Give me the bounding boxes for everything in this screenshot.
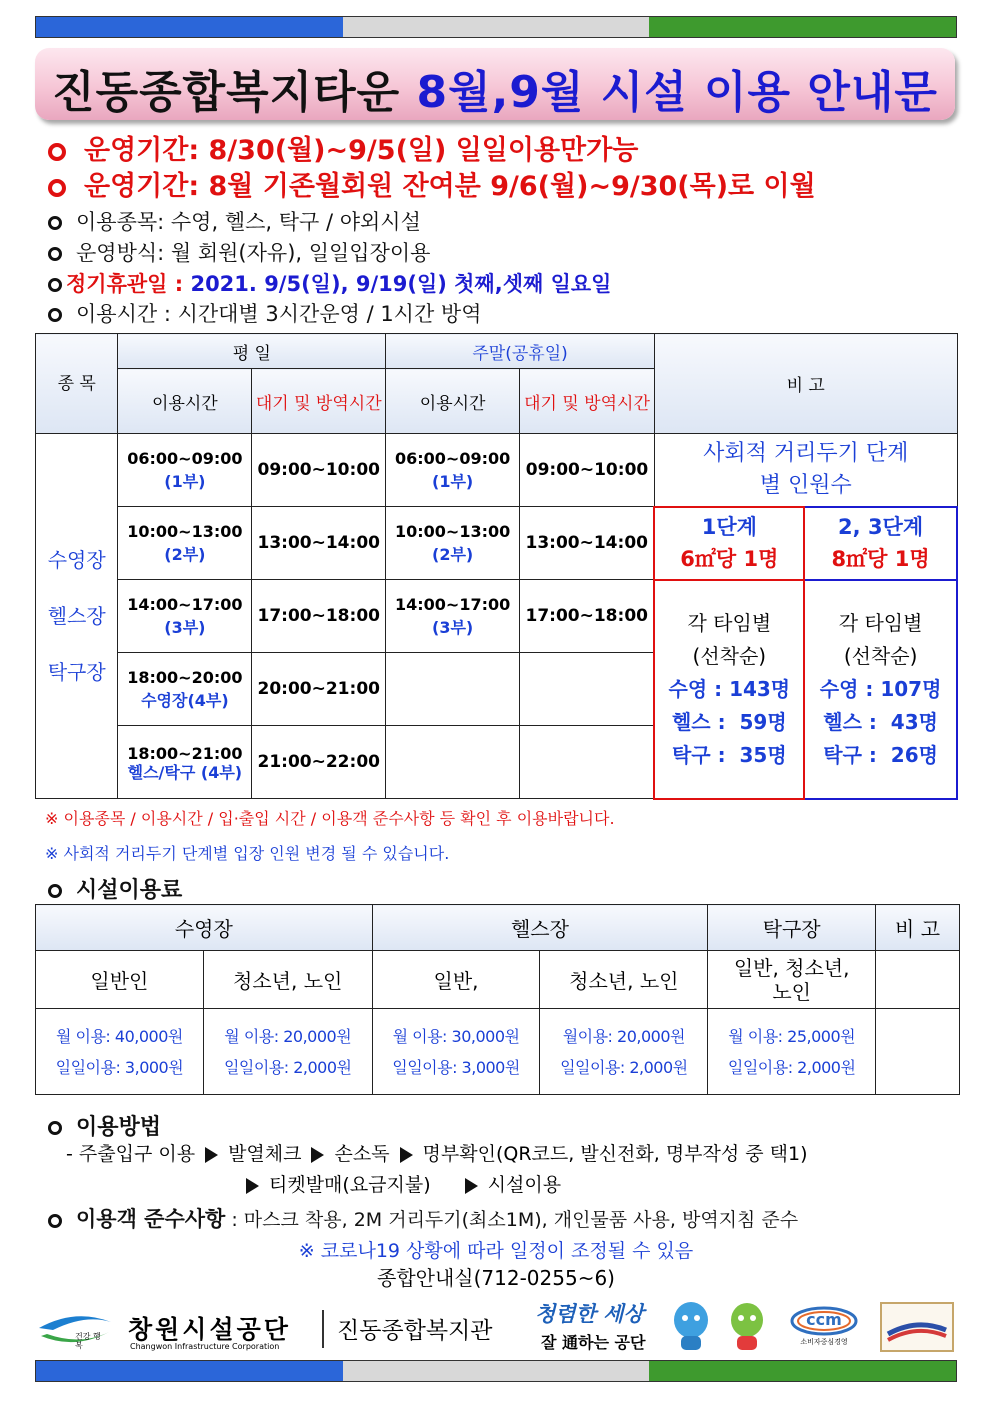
schedule-table <box>35 333 958 800</box>
fees-header-gym: 헬스장 <box>372 905 708 951</box>
table-cell: 17:00~18:00 <box>520 580 655 653</box>
arrow-right-icon <box>205 1147 218 1163</box>
table-cell: 13:00~14:00 <box>520 507 655 580</box>
arrow-right-icon <box>465 1178 478 1194</box>
table-cell <box>386 726 520 799</box>
fee-price: 월이용: 20,000원 일일이용: 2,000원 <box>540 1009 708 1095</box>
header-weekend: 주말(공휴일) <box>386 334 655 369</box>
fees-section-title: 시설이용료 <box>48 873 182 904</box>
covid-notice: ※ 코로나19 상황에 따라 일정이 조정될 수 있음 <box>298 1240 694 1262</box>
fee-price: 월 이용: 40,000원 일일이용: 3,000원 <box>36 1009 204 1095</box>
org-name-en: Changwon Infrastructure Corporation <box>130 1342 280 1351</box>
header-weekend-wait: 대기 및 방역시간 <box>520 369 655 434</box>
header-weekday-wait: 대기 및 방역시간 <box>252 369 386 434</box>
table-cell: 17:00~18:00 <box>252 580 386 653</box>
table-cell <box>520 726 655 799</box>
howto-steps-line2: 티켓발매(요금지불) 시설이용 <box>236 1170 561 1197</box>
table-cell: 20:00~21:00 <box>252 653 386 726</box>
level23-capacity: 각 타임별 (선착순) 수영 : 107명 헬스 : 43명 탁구 : 26명 <box>804 580 957 799</box>
slogan-top: 청렴한 세상 <box>535 1302 644 1326</box>
notice-period-1: 운영기간: 8/30(월)~9/5(일) 일일이용만가능 <box>48 128 638 167</box>
arrow-right-icon <box>246 1178 259 1194</box>
note-check: ※ 이용종목 / 이용시간 / 입·출입 시간 / 이용객 준수사항 등 확인 후 이용바랍니다. <box>45 809 615 828</box>
table-cell: 10:00~13:00 (2부) <box>386 507 520 580</box>
fees-tt-all: 일반, 청소년,노인 <box>708 951 876 1009</box>
howto-section-title: 이용방법 <box>48 1110 161 1141</box>
fees-gym-youth: 청소년, 노인 <box>540 951 708 1009</box>
header-item: 종 목 <box>36 334 118 434</box>
level1-capacity: 각 타임별 (선착순) 수영 : 143명 헬스 : 59명 탁구 : 35명 <box>654 580 804 799</box>
fees-note-empty <box>876 951 960 1009</box>
facility-list <box>36 434 118 799</box>
level1-header: 1단계 6㎡당 1명 <box>654 507 804 580</box>
title-banner <box>35 48 955 120</box>
facility-pool: 수영장 <box>47 548 106 572</box>
fee-price: 월 이용: 20,000원 일일이용: 2,000원 <box>203 1009 372 1095</box>
table-cell: 09:00~10:00 <box>252 434 386 507</box>
facility-tabletennis: 탁구장 <box>47 660 106 684</box>
header-weekday-usetime: 이용시간 <box>118 369 252 434</box>
notice-method: 운영방식: 월 회원(자유), 일일입장이용 <box>48 237 430 267</box>
ccm-logo: ccm 소비자중심경영 <box>790 1306 858 1350</box>
circle-bullet-icon <box>48 308 62 322</box>
title-facility-name: 진동종합복지타운 <box>52 67 401 118</box>
fees-table <box>35 904 960 1095</box>
howto-steps-line1: - 주출입구 이용 발열체크 손소독 명부확인(QR코드, 발신전화, 명부작성 중 택1) <box>66 1143 808 1165</box>
notice-closed-days: 정기휴관일 : 2021. 9/5(일), 9/19(일) 첫째,셋째 일요일 <box>48 268 611 298</box>
arrow-right-icon <box>400 1147 413 1163</box>
note-change: ※ 사회적 거리두기 단계별 입장 인원 변경 될 수 있습니다. <box>45 844 450 863</box>
center-name: 진동종합복지관 <box>337 1318 493 1344</box>
table-cell <box>520 653 655 726</box>
circle-bullet-icon <box>48 216 62 230</box>
bottom-color-stripe <box>35 1360 957 1382</box>
circle-bullet-icon <box>48 1121 62 1135</box>
contact-info: 종합안내실(712-0255~6) <box>377 1266 615 1290</box>
city-logo: 건강 행복 <box>35 1306 115 1354</box>
level23-header: 2, 3단계 8㎡당 1명 <box>804 507 957 580</box>
fees-pool-youth: 청소년, 노인 <box>203 951 372 1009</box>
arrow-right-icon <box>311 1147 324 1163</box>
divider <box>322 1310 324 1348</box>
table-cell: 18:00~20:00 수영장(4부) <box>118 653 252 726</box>
header-weekend-usetime: 이용시간 <box>386 369 520 434</box>
facility-gym: 헬스장 <box>47 604 106 628</box>
page-title <box>35 56 955 120</box>
fee-price: 월 이용: 25,000원 일일이용: 2,000원 <box>708 1009 876 1095</box>
fee-price: 월 이용: 30,000원 일일이용: 3,000원 <box>372 1009 540 1095</box>
table-cell <box>386 653 520 726</box>
fees-header-pool: 수영장 <box>36 905 373 951</box>
table-cell: 06:00~09:00 (1부) <box>386 434 520 507</box>
fees-note-empty <box>876 1009 960 1095</box>
fees-header-tt: 탁구장 <box>708 905 876 951</box>
table-cell: 06:00~09:00 (1부) <box>118 434 252 507</box>
header-note: 비 고 <box>654 334 957 434</box>
table-cell: 18:00~21:00 헬스/탁구 (4부) <box>118 726 252 799</box>
slogan-bottom: 잘 通하는 공단 <box>541 1333 646 1352</box>
fees-pool-general: 일반인 <box>36 951 204 1009</box>
table-cell: 09:00~10:00 <box>520 434 655 507</box>
table-cell: 21:00~22:00 <box>252 726 386 799</box>
title-notice-name: 8월,9월 시설 이용 안내문 <box>416 67 938 118</box>
table-cell: 14:00~17:00 (3부) <box>386 580 520 653</box>
circle-bullet-icon <box>48 247 62 261</box>
certification-badge <box>880 1302 954 1352</box>
mascot-blue-icon <box>668 1298 714 1354</box>
top-color-stripe <box>35 16 957 38</box>
notice-hours: 이용시간 : 시간대별 3시간운영 / 1시간 방역 <box>48 298 482 328</box>
circle-bullet-icon <box>48 1214 62 1228</box>
circle-bullet-icon <box>48 884 62 898</box>
notice-period-2: 운영기간: 8월 기존월회원 잔여분 9/6(월)~9/30(목)로 이월 <box>48 164 816 203</box>
distancing-title: 사회적 거리두기 단계별 인원수 <box>654 434 957 507</box>
notice-sports: 이용종목: 수영, 헬스, 탁구 / 야외시설 <box>48 206 421 236</box>
table-cell: 10:00~13:00 (2부) <box>118 507 252 580</box>
header-weekday: 평 일 <box>118 334 386 369</box>
visitor-rules: 이용객 준수사항 : 마스크 착용, 2M 거리두기(최소1M), 개인물품 사용, 방역지침 준수 <box>48 1203 798 1233</box>
circle-bullet-icon <box>48 179 66 197</box>
fees-gym-general: 일반, <box>372 951 540 1009</box>
circle-bullet-icon <box>48 278 62 292</box>
mascot-green-icon <box>724 1298 770 1354</box>
fees-header-note: 비 고 <box>876 905 960 951</box>
table-cell: 14:00~17:00 (3부) <box>118 580 252 653</box>
table-cell: 13:00~14:00 <box>252 507 386 580</box>
circle-bullet-icon <box>48 143 66 161</box>
org-name: 창원시설공단 <box>128 1315 291 1344</box>
